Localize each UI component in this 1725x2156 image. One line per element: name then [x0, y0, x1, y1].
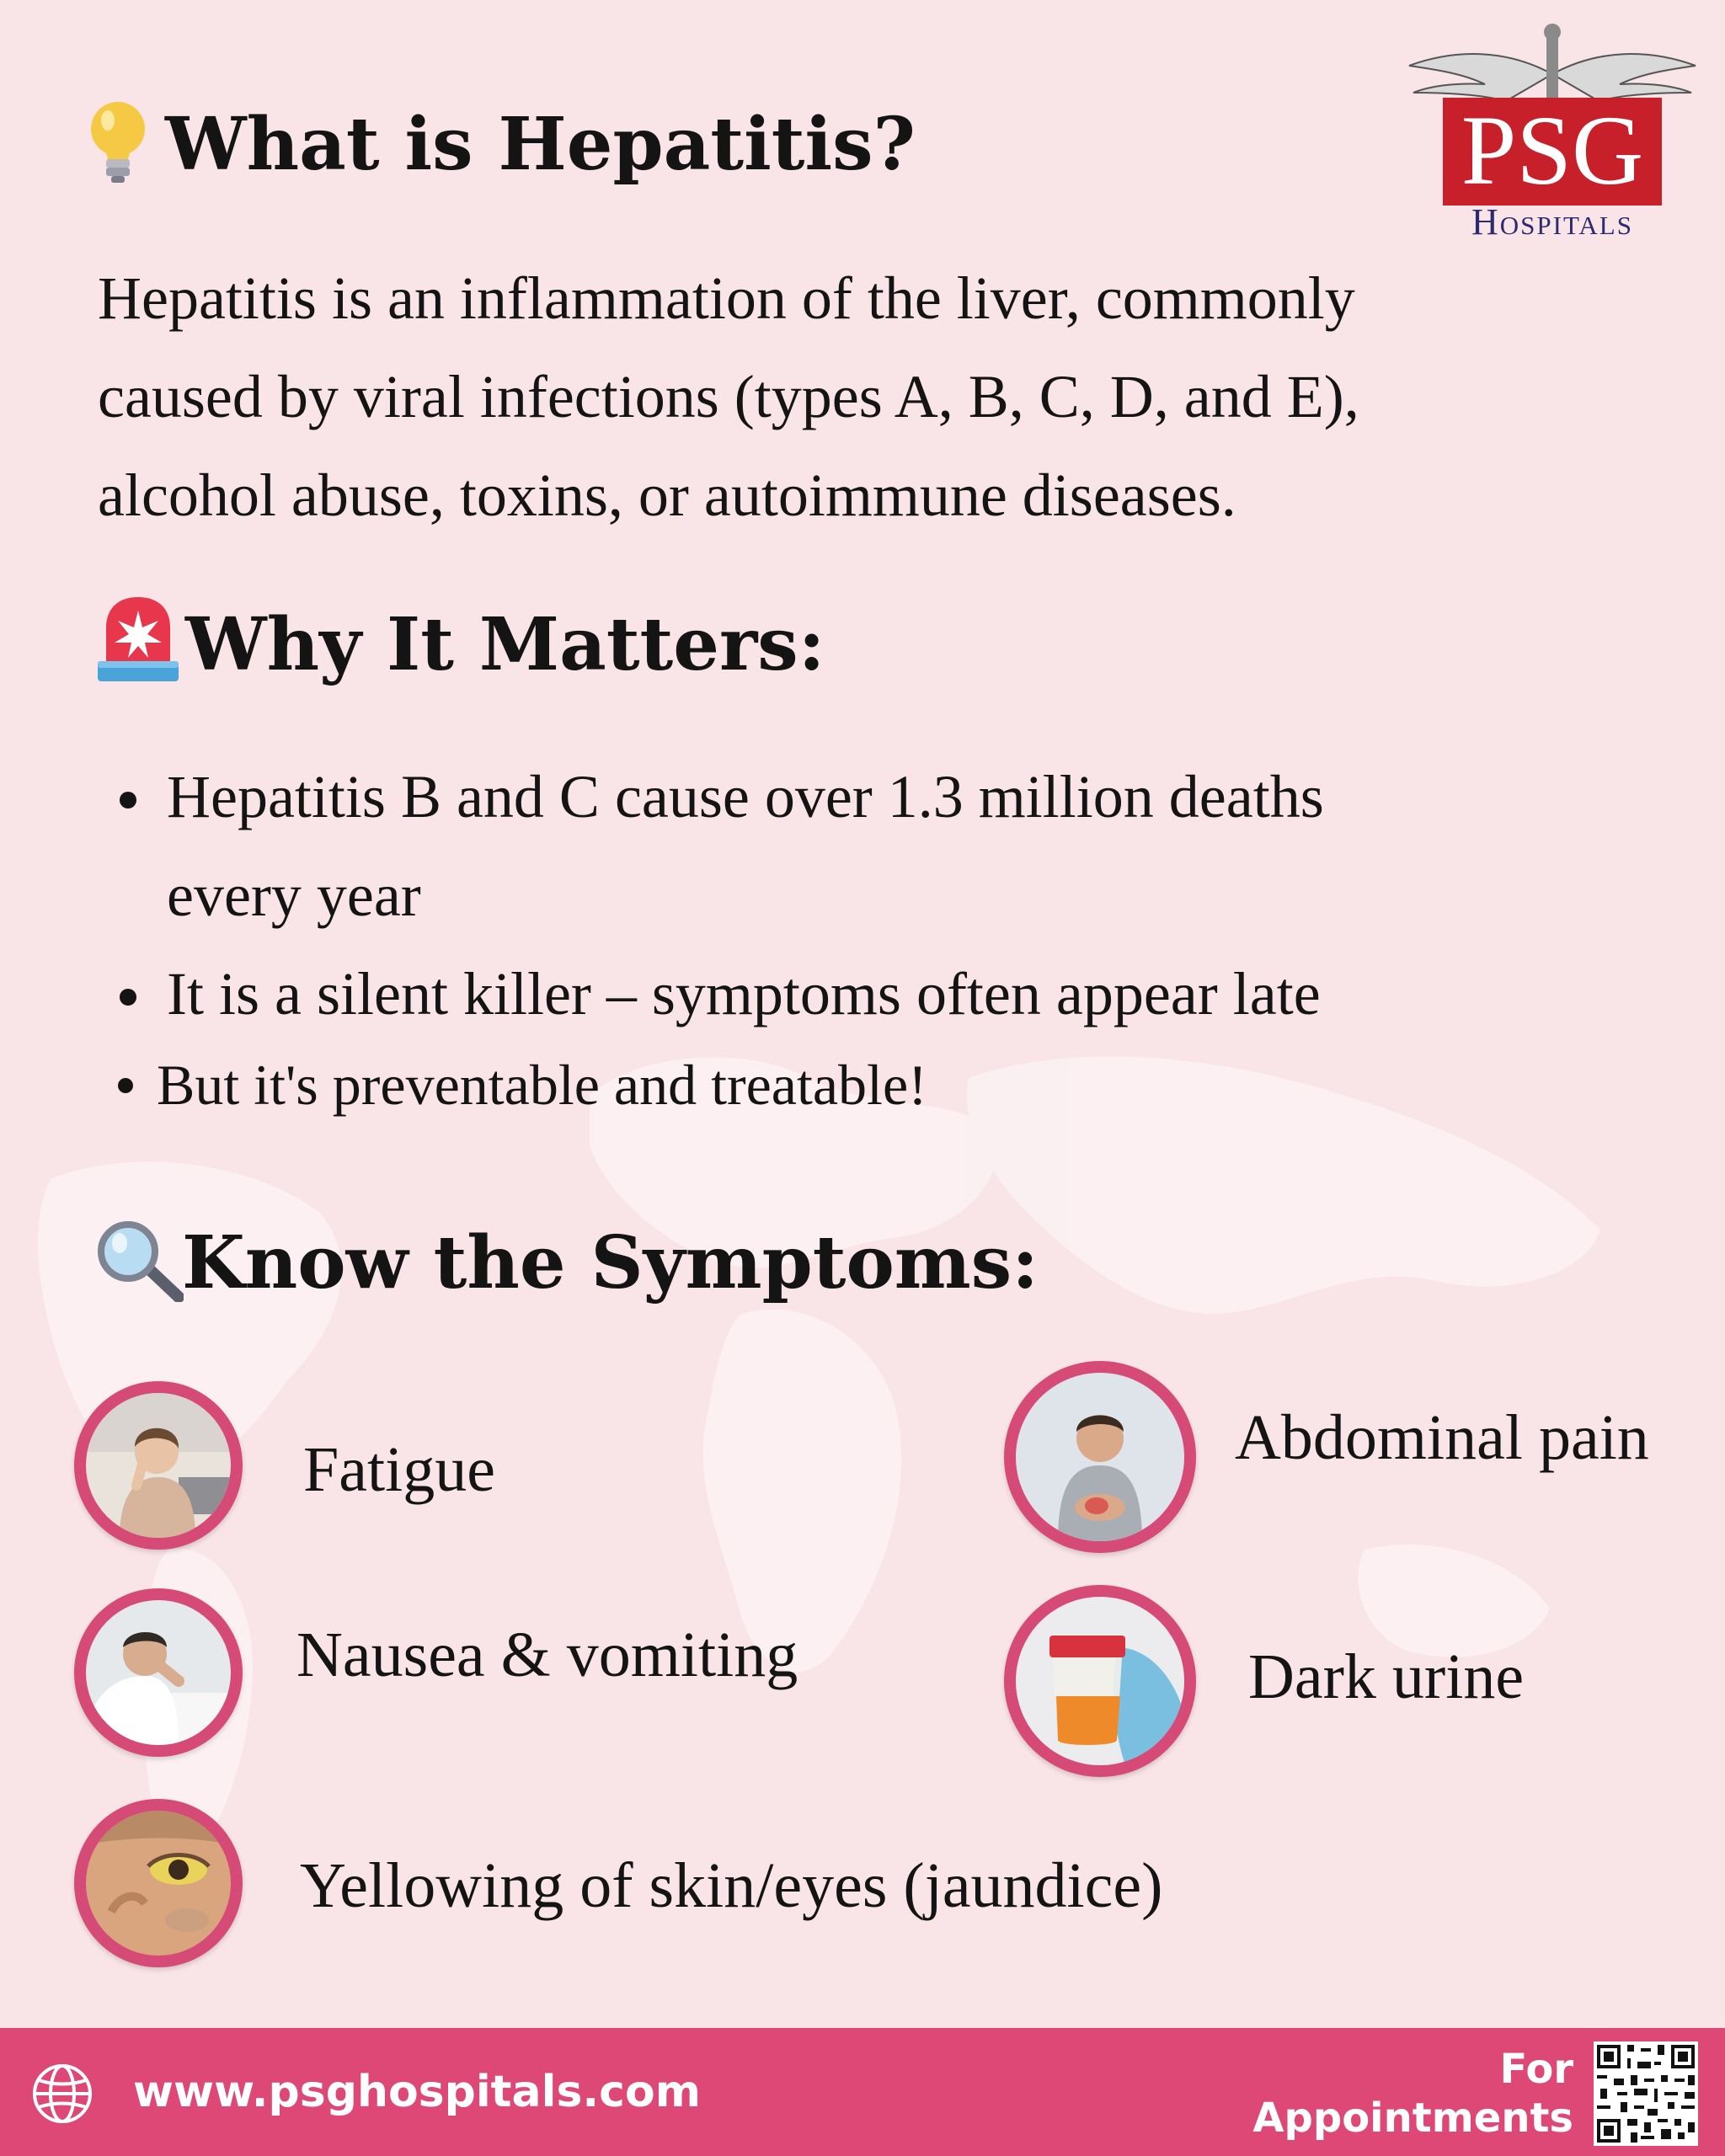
list-item — [167, 748, 1676, 945]
qr-code[interactable] — [1594, 2041, 1698, 2146]
paragraph-line: Hepatitis is an inflammation of the liver, commonly — [98, 264, 1355, 332]
logo-subtitle: Hospitals — [1471, 201, 1633, 243]
symptom-label-nausea-vomiting: Nausea & vomiting — [296, 1620, 798, 1690]
symptom-photo-jaundice — [74, 1799, 243, 1967]
lightbulb-icon — [84, 97, 152, 185]
hepatitis-definition-paragraph — [98, 249, 1685, 545]
list-item — [167, 945, 1676, 1043]
yellow-eye-photo — [86, 1811, 231, 1956]
list-item — [157, 1036, 1666, 1134]
magnifier-icon — [94, 1219, 184, 1302]
appointments-line: Appointments — [1252, 2095, 1573, 2142]
tired-woman-photo — [86, 1393, 231, 1538]
paragraph-line: alcohol abuse, toxins, or autoimmune diseases. — [98, 462, 1236, 529]
symptom-photo-nausea — [74, 1588, 243, 1757]
paragraph-line: caused by viral infections (types A, B, C, D, and E), — [98, 363, 1359, 430]
bullet-line: Hepatitis B and C cause over 1.3 million deaths — [167, 763, 1324, 830]
footer-bar — [0, 2028, 1725, 2156]
symptom-photo-abdominal-pain — [1004, 1361, 1196, 1553]
know-the-symptoms-title: Know the Symptoms: — [182, 1220, 1039, 1305]
why-it-matters-title: Why It Matters: — [185, 602, 825, 687]
appointments-label — [1252, 2045, 1573, 2143]
symptom-label-abdominal-pain: Abdominal pain — [1235, 1402, 1649, 1473]
psg-hospitals-logo — [1405, 24, 1700, 243]
man-over-sink-photo — [86, 1600, 231, 1745]
symptom-label-dark-urine: Dark urine — [1248, 1641, 1525, 1712]
siren-icon — [94, 594, 182, 685]
symptom-photo-dark-urine — [1004, 1585, 1196, 1777]
symptom-label-fatigue: Fatigue — [303, 1434, 495, 1505]
bullet-line: every year — [167, 862, 421, 929]
globe-icon — [30, 2062, 94, 2126]
bullet-dot — [118, 1078, 133, 1093]
man-holding-stomach-photo — [1016, 1373, 1184, 1541]
bullet-dot — [120, 989, 136, 1006]
appointments-line: For — [1499, 2046, 1573, 2093]
bullet-line: But it's preventable and treatable! — [157, 1053, 927, 1117]
symptom-photo-fatigue — [74, 1381, 243, 1550]
website-link[interactable]: www.psghospitals.com — [133, 2067, 701, 2117]
bullet-dot — [120, 792, 136, 808]
logo-letters: PSG — [1461, 95, 1644, 205]
bullet-line: It is a silent killer – symptoms often appear late — [167, 960, 1321, 1027]
symptom-label-jaundice: Yellowing of skin/eyes (jaundice) — [300, 1850, 1163, 1921]
what-is-hepatitis-title: What is Hepatitis? — [165, 102, 916, 187]
urine-sample-photo — [1016, 1597, 1184, 1765]
